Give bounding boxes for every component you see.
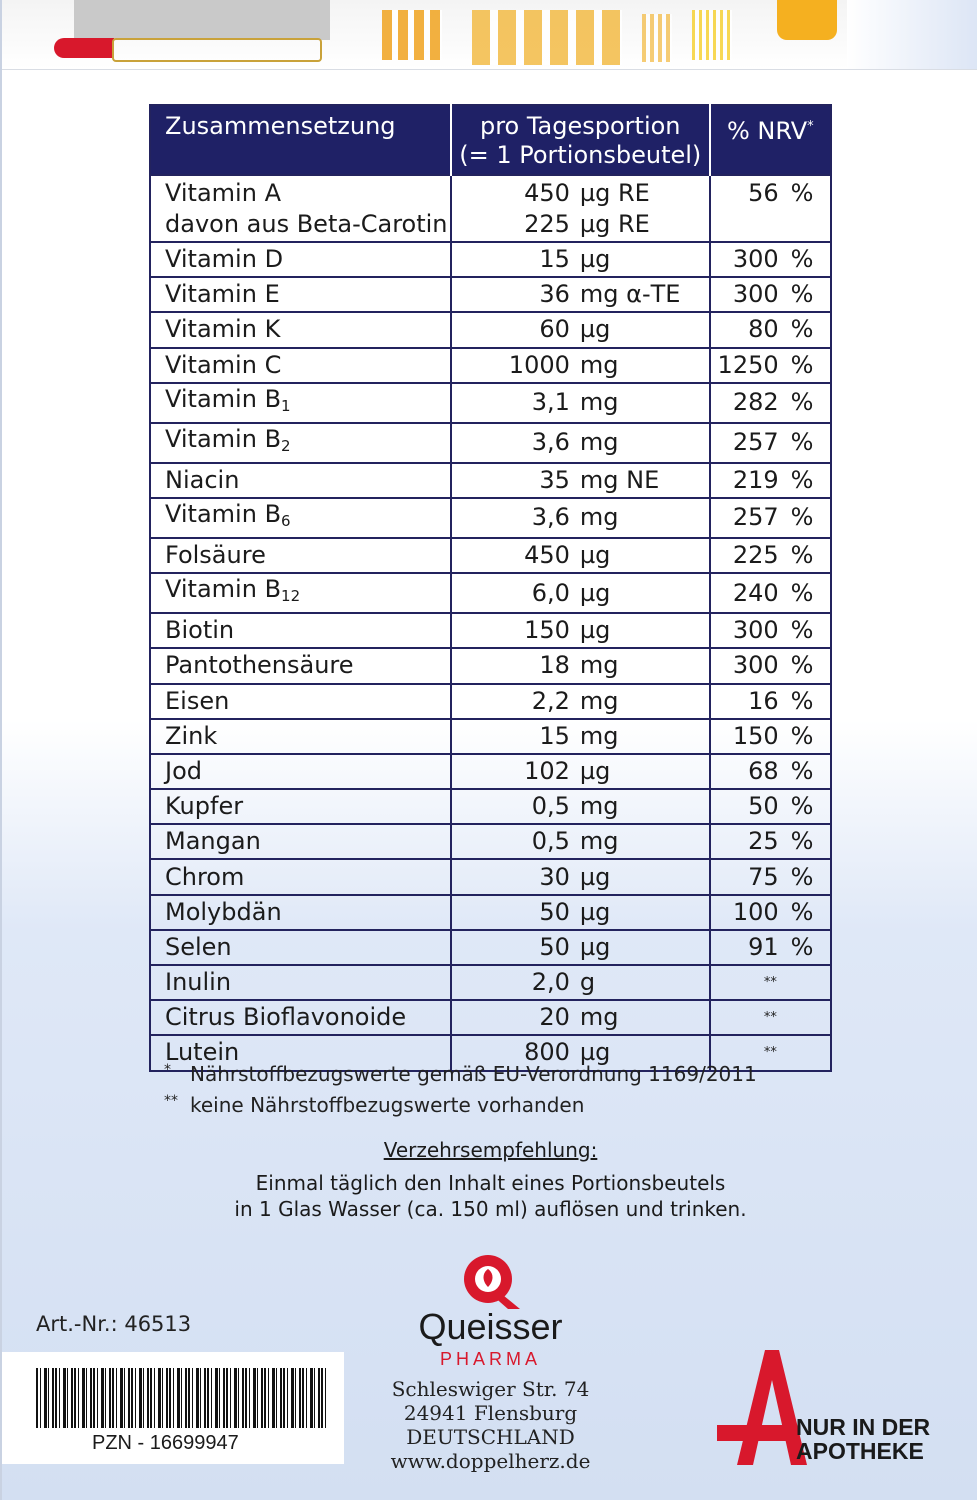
amount-value: 20 [539, 1003, 570, 1032]
table-row [150, 895, 831, 930]
nutrient-label: Citrus Bioflavonoide [165, 1003, 407, 1032]
nutrient-name [150, 538, 451, 573]
nutrient-label: Jod [165, 756, 202, 785]
amount-value: 60 [539, 315, 570, 344]
nrv-value: 50 [748, 792, 779, 821]
nutrient-name [150, 175, 451, 242]
amount-unit: µg [579, 1038, 611, 1067]
col-header-nrv [710, 105, 831, 175]
nutrient-amount [451, 277, 710, 312]
nutrient-nrv [710, 312, 831, 347]
amount-unit: µg [579, 578, 611, 607]
nutrient-subscript: 2 [281, 436, 291, 455]
nutrient-amount [451, 648, 710, 683]
amount-value: 2,2 [531, 686, 570, 715]
apotheke-badge-text [796, 1415, 930, 1463]
nutrient-amount [451, 498, 710, 538]
nutrient-name [150, 895, 451, 930]
amount-unit: mg [579, 827, 619, 856]
nutrient-name [150, 423, 451, 463]
nutrient-label: Vitamin A [165, 179, 281, 207]
nrv-percent: % [790, 350, 814, 379]
nrv-percent: % [790, 686, 814, 715]
nutrient-amount [451, 463, 710, 498]
nrv-percent: % [790, 862, 814, 891]
nutrient-nrv [710, 242, 831, 277]
amount-value: 15 [539, 245, 570, 274]
table-row [150, 463, 831, 498]
nutrient-amount [451, 348, 710, 383]
nrv-value: 257 [732, 503, 779, 532]
nrv-percent: % [790, 541, 814, 570]
nutrient-subscript: 6 [281, 511, 291, 530]
nutrient-amount [451, 789, 710, 824]
nrv-percent: % [790, 388, 814, 417]
nutrient-amount [451, 538, 710, 573]
nutrient-name [150, 383, 451, 423]
nrv-percent: % [790, 721, 814, 750]
apotheke-a-icon [717, 1350, 807, 1465]
table-row [150, 423, 831, 463]
table-row [150, 930, 831, 965]
nutrient-label: Folsäure [165, 541, 266, 570]
nutrient-label: Vitamin B [165, 384, 282, 413]
flap-orange-lettering-large [472, 10, 622, 65]
nutrient-label: Vitamin B [165, 575, 282, 604]
footnote-text: keine Nährstoffbezugswerte vorhanden [190, 1093, 585, 1117]
nutrient-amount [451, 859, 710, 894]
nutrient-nrv [710, 824, 831, 859]
nrv-value: 56 [748, 179, 779, 207]
footnote-mark: * [164, 1062, 171, 1078]
table-row [150, 648, 831, 683]
table-row [150, 719, 831, 754]
table-row [150, 277, 831, 312]
nrv-value: 240 [732, 578, 779, 607]
nutrient-name [150, 684, 451, 719]
amount-value: 102 [524, 756, 570, 785]
nrv-note: ** [763, 1045, 777, 1061]
table-row [150, 312, 831, 347]
nrv-percent: % [790, 578, 814, 607]
amount-unit: mg [579, 388, 619, 417]
brand-name: Queisser [418, 1306, 563, 1347]
nutrient-amount [451, 573, 710, 613]
nutrient-name [150, 277, 451, 312]
amount-unit: mg [579, 651, 619, 680]
amount-unit: mg [579, 350, 619, 379]
nrv-value: 300 [732, 280, 779, 309]
nrv-percent: % [790, 179, 814, 207]
nutrient-nrv [710, 423, 831, 463]
nrv-percent: % [790, 932, 814, 961]
article-number: Art.-Nr.: 46513 [36, 1312, 192, 1336]
nrv-percent: % [790, 792, 814, 821]
pzn-number: PZN - 16699947 [92, 1432, 239, 1454]
flap-gold-frame [112, 38, 322, 62]
nutrient-amount [451, 423, 710, 463]
amount-value: 18 [539, 651, 570, 680]
queisser-logo-icon [458, 1249, 526, 1309]
table-row [150, 754, 831, 789]
nutrient-subscript: 1 [281, 396, 291, 415]
amount-value: 800 [524, 1038, 570, 1067]
nutrient-name [150, 719, 451, 754]
amount-value: 3,6 [531, 428, 570, 457]
nutrient-label: Vitamin B [165, 499, 282, 528]
nrv-percent: % [790, 465, 814, 494]
amount-value: 36 [539, 280, 570, 309]
nutrient-label: Kupfer [165, 792, 244, 821]
amount-value: 30 [539, 862, 570, 891]
top-flap-strip [2, 0, 977, 70]
address-street: Schleswiger Str. 74 [391, 1377, 590, 1401]
nutrient-nrv [710, 573, 831, 613]
amount-unit: µg RE [579, 210, 650, 238]
nutrient-nrv [710, 684, 831, 719]
nrv-value: 300 [732, 616, 779, 645]
flap-orange-lettering [382, 10, 442, 60]
address-city: 24941 Flensburg [403, 1401, 578, 1425]
table-row [150, 538, 831, 573]
nutrient-nrv [710, 498, 831, 538]
nutrient-nrv [710, 1000, 831, 1035]
nrv-value: 68 [748, 756, 779, 785]
amount-value: 150 [524, 616, 570, 645]
nutrient-amount [451, 930, 710, 965]
amount-value: 15 [539, 721, 570, 750]
nrv-percent: % [790, 315, 814, 344]
nutrient-label: Vitamin E [165, 280, 280, 309]
nutrient-amount [451, 312, 710, 347]
table-row [150, 824, 831, 859]
amount-unit: mg [579, 428, 619, 457]
nutrient-nrv [710, 930, 831, 965]
nutrient-label: Pantothensäure [165, 651, 354, 680]
col-header-daily-portion [451, 105, 710, 175]
nutrient-name [150, 648, 451, 683]
nutrient-amount [451, 242, 710, 277]
amount-unit: µg [579, 756, 611, 785]
nutrient-label: Biotin [165, 616, 235, 645]
nrv-percent: % [790, 428, 814, 457]
table-row [150, 242, 831, 277]
nutrient-amount [451, 965, 710, 1000]
nutrient-label: Selen [165, 932, 232, 961]
usage-line-2: in 1 Glas Wasser (ca. 150 ml) auflösen und trinken. [234, 1197, 747, 1221]
amount-unit: mg [579, 1003, 619, 1032]
usage-heading [2, 1138, 977, 1162]
flap-blue-fade [847, 0, 977, 70]
nutrient-nrv [710, 348, 831, 383]
nutrient-label: Eisen [165, 686, 230, 715]
nutrient-amount [451, 719, 710, 754]
amount-value: 2,0 [531, 968, 570, 997]
nrv-note: ** [763, 1010, 777, 1026]
nutrient-label: Mangan [165, 827, 261, 856]
col-header-composition: Zusammensetzung [150, 105, 451, 175]
amount-unit: mg [579, 686, 619, 715]
nutrient-amount [451, 684, 710, 719]
nrv-value: 150 [732, 721, 779, 750]
nutrient-amount [451, 895, 710, 930]
amount-unit: µg [579, 315, 611, 344]
nrv-value: 225 [732, 541, 779, 570]
nutrient-label: Lutein [165, 1038, 240, 1067]
nutrient-label: Vitamin D [165, 245, 284, 274]
usage-text [2, 1170, 977, 1222]
amount-unit: µg [579, 862, 611, 891]
nutrient-name [150, 312, 451, 347]
table-row [150, 965, 831, 1000]
table-body [150, 175, 831, 1071]
amount-unit: mg [579, 792, 619, 821]
amount-unit: µg [579, 245, 611, 274]
footnote-mark: ** [164, 1093, 178, 1109]
nutrient-nrv [710, 463, 831, 498]
nutrient-amount [451, 175, 710, 242]
nutrient-label: Chrom [165, 862, 245, 891]
nutrient-amount [451, 754, 710, 789]
amount-value: 1000 [508, 350, 570, 379]
nutrient-label: Zink [165, 721, 218, 750]
amount-unit: mg [579, 721, 619, 750]
table-row [150, 613, 831, 648]
nutrient-label: Niacin [165, 465, 240, 494]
nrv-value: 1250 [717, 350, 779, 379]
table-row [150, 1000, 831, 1035]
nutrient-amount [451, 383, 710, 423]
nutrient-amount [451, 824, 710, 859]
brand-subline: PHARMA [439, 1349, 541, 1369]
table-row [150, 498, 831, 538]
nutrient-name [150, 754, 451, 789]
nutrient-nrv [710, 613, 831, 648]
address-country: DEUTSCHLAND [406, 1425, 575, 1449]
nutrient-name [150, 859, 451, 894]
nutrient-nrv [710, 175, 831, 242]
nutrient-name [150, 573, 451, 613]
nutrient-nrv [710, 648, 831, 683]
nrv-value: 300 [732, 651, 779, 680]
nrv-note: ** [763, 975, 777, 991]
nutrient-name [150, 789, 451, 824]
amount-value: 50 [539, 897, 570, 926]
nutrient-nrv [710, 859, 831, 894]
amount-unit: g [579, 968, 596, 997]
nrv-percent: % [790, 756, 814, 785]
amount-value: 450 [524, 179, 570, 207]
nutrition-table [149, 104, 832, 1072]
nrv-value: 282 [732, 388, 779, 417]
nrv-asterisk: * [807, 119, 814, 134]
nrv-percent: % [790, 827, 814, 856]
nrv-value: 16 [748, 686, 779, 715]
table-row [150, 789, 831, 824]
table-header-row [150, 105, 831, 175]
amount-value: 6,0 [531, 578, 570, 607]
nutrient-name [150, 824, 451, 859]
nutrient-nrv [710, 383, 831, 423]
amount-value: 0,5 [531, 792, 570, 821]
table-row [150, 684, 831, 719]
amount-unit: µg [579, 541, 611, 570]
nrv-value: 75 [748, 862, 779, 891]
nutrient-nrv [710, 965, 831, 1000]
website: www.doppelherz.de [390, 1449, 591, 1473]
badge-line-2: APOTHEKE [796, 1438, 924, 1464]
nrv-percent: % [790, 651, 814, 680]
amount-value: 450 [524, 541, 570, 570]
amount-value: 0,5 [531, 827, 570, 856]
table-row [150, 383, 831, 423]
nutrient-nrv [710, 895, 831, 930]
badge-line-1: NUR IN DER [796, 1414, 931, 1440]
flap-orange-lettering-small [642, 14, 672, 62]
nutrient-amount [451, 1000, 710, 1035]
amount-value: 35 [539, 465, 570, 494]
amount-unit: µg [579, 897, 611, 926]
table-row [150, 573, 831, 613]
amount-value: 225 [524, 210, 570, 238]
footnote-text: Nährstoffbezugswerte gemäß EU-Verordnung 1169/2011 [190, 1062, 757, 1086]
nutrient-nrv [710, 789, 831, 824]
col-header-daily-line1: pro Tagesportion [479, 112, 681, 140]
nrv-value: 100 [732, 897, 779, 926]
table-row [150, 859, 831, 894]
nutrient-nrv [710, 277, 831, 312]
amount-value: 3,6 [531, 503, 570, 532]
nrv-percent: % [790, 245, 814, 274]
col-header-daily-line2: (= 1 Portionsbeutel) [459, 141, 702, 169]
nrv-value: 219 [732, 465, 779, 494]
flap-yellow-shape [777, 0, 837, 40]
nutrient-name [150, 930, 451, 965]
nutrient-name [150, 613, 451, 648]
nutrient-subname: davon aus Beta-Carotin [165, 210, 448, 238]
footnote-1 [164, 1062, 757, 1086]
nutrient-name [150, 463, 451, 498]
nutrient-name [150, 1000, 451, 1035]
amount-value: 3,1 [531, 388, 570, 417]
flap-grey-block [74, 0, 330, 40]
nutrient-name [150, 498, 451, 538]
table-row [150, 175, 831, 242]
nrv-percent: % [790, 503, 814, 532]
nrv-value: 300 [732, 245, 779, 274]
nrv-value: 257 [732, 428, 779, 457]
nrv-value: 91 [748, 932, 779, 961]
nutrient-name [150, 965, 451, 1000]
nrv-percent: % [790, 280, 814, 309]
nrv-percent: % [790, 897, 814, 926]
nutrient-label: Molybdän [165, 897, 282, 926]
usage-heading-text: Verzehrsempfehlung: [383, 1138, 598, 1162]
nrv-value: 80 [748, 315, 779, 344]
nrv-percent: % [790, 616, 814, 645]
col-header-nrv-label: % NRV [726, 117, 808, 145]
nutrient-label: Vitamin K [165, 315, 281, 344]
nutrient-label: Vitamin B [165, 424, 282, 453]
flap-red-shape [54, 38, 114, 58]
amount-unit: µg RE [579, 179, 650, 207]
nutrient-nrv [710, 754, 831, 789]
nrv-value: 25 [748, 827, 779, 856]
amount-unit: mg NE [579, 465, 660, 494]
nutrient-amount [451, 613, 710, 648]
nutrient-name [150, 348, 451, 383]
amount-unit: µg [579, 932, 611, 961]
nutrient-label: Inulin [165, 968, 232, 997]
nutrient-subscript: 12 [281, 587, 301, 606]
amount-unit: mg [579, 503, 619, 532]
usage-line-1: Einmal täglich den Inhalt eines Portionsbeutels [255, 1171, 726, 1195]
footnote-2 [164, 1093, 584, 1117]
flap-yellow-lettering [692, 10, 732, 60]
nutrient-nrv [710, 719, 831, 754]
nutrient-label: Vitamin C [165, 350, 282, 379]
amount-value: 50 [539, 932, 570, 961]
amount-unit: mg α-TE [579, 280, 681, 309]
nutrient-nrv [710, 538, 831, 573]
amount-unit: µg [579, 616, 611, 645]
table-row [150, 348, 831, 383]
nutrient-name [150, 242, 451, 277]
